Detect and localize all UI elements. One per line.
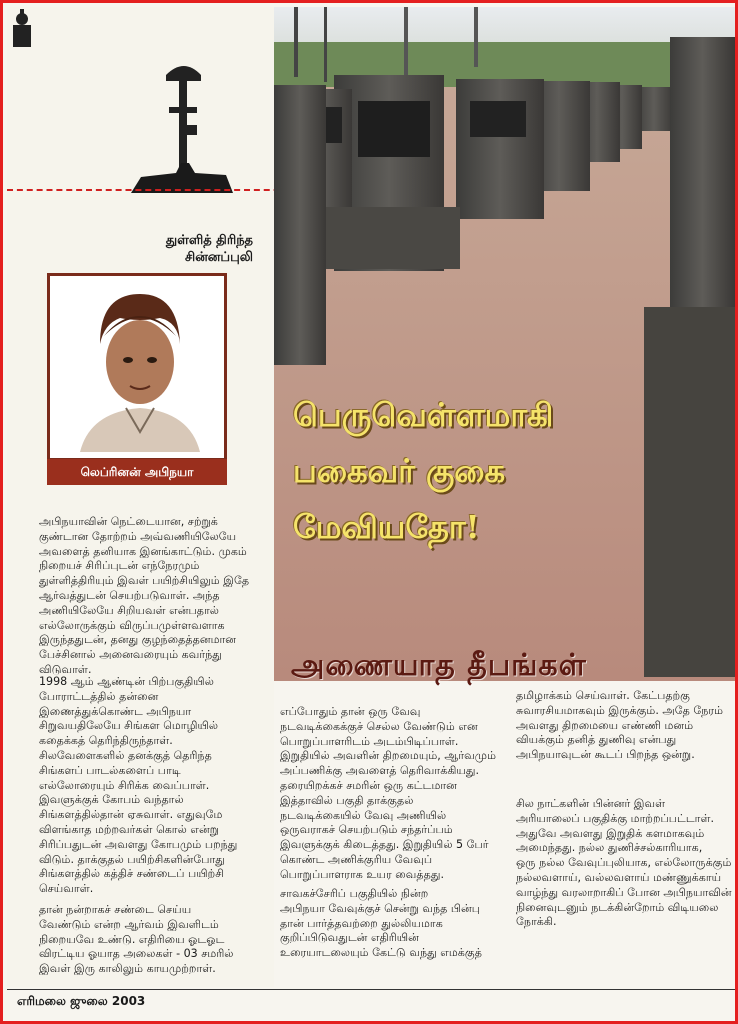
name-label: லெப்ரினன் அபிநயா <box>47 459 227 485</box>
page-footer: எரிமலை ஜுலை 2003 <box>17 994 146 1008</box>
footer-divider <box>7 989 735 990</box>
title-line-1: பெருவெள்ளமாகி <box>293 396 554 434</box>
right-paragraph-1: தமிழாக்கம் செய்வாள். கேட்பதற்கு சுவாரசியமாகவும் இருக்கும். அதே நேரம் அவளது திறமையை எண்ணி மனம் வியக்கும் தனித் துணிவு என்பது அபிநயாவுடன் கூடப் பிறந்த ஒன்று. <box>516 689 724 762</box>
memorial-rifle-helmet-icon <box>121 55 241 195</box>
portrait-photo <box>47 273 227 461</box>
left-paragraph-2: 1998 ஆம் ஆண்டின் பிற்பகுதியில் போராட்டத்தில் தன்னை இணைத்துக்கொண்ட அபிநயா சிறுவயதிலேயே சிங்கள மொழியில் கதைக்கத் தெரிந்திருந்தாள். சிலவேளைகளில் தனக்குத் தெரிந்த சிங்களப் பாடல்களைப் பாடி எல்லோரையும் சிரிக்க வைப்பாள். இவளுக்குக் கோபம் வந்தால் சிங்களத்தில்தான் ஏசுவாள். எதுவுமே விளங்காத மற்றவர்கள் கொல் என்று சிரிப்பதுடன் அவளது கோபமும் பறந்து விடும். தாக்குதல் பயிற்சிகளின்போது சிங்களத்தில் கத்திச் சண்டைப் பயிற்சி செய்வாள். <box>39 675 238 896</box>
title-line-3: மேவியதோ! <box>293 508 480 546</box>
profile-heading-line2: சின்னப்புலி <box>185 250 253 265</box>
corner-logo-icon <box>9 9 35 49</box>
section-title: அணையாத தீபங்கள் <box>291 648 587 683</box>
title-line-2: பகைவர் குகை <box>293 452 506 490</box>
portrait-illustration <box>60 282 214 452</box>
middle-paragraph-2: சாவகச்சேரிப் பகுதியில் நின்ற அபிநயா வேவுக்குச் சென்று வந்த பின்பு தான் பார்த்தவற்றை துல்லியமாக குறிப்பிடுவதுடன் எதிரியின் உரையாடலையும் கேட்டு வந்து எமக்குத் <box>280 887 482 960</box>
article-title <box>293 387 673 555</box>
cemetery-photo <box>274 7 735 681</box>
profile-heading <box>113 232 253 266</box>
left-paragraph-1: அபிநயாவின் நெட்டையான, சற்றுக் குண்டான தோற்றம் அவ்வணியிலேயே அவளைத் தனியாக இனங்காட்டும். முகம் நிறையச் சிரிப்புடன் எந்நேரமும் துள்ளித்திரியும் இவள் பயிற்சியிலும் இதே ஆர்வத்துடன் செயற்படுவாள். அந்த அணியிலேயே சிறியவள் என்பதால் எல்லோருக்கும் விருப்பமுள்ளவளாக இருந்ததுடன், தனது குழந்தைத்தனமான பேச்சினால் அனைவரையும் கவர்ந்து விடுவாள். <box>39 515 250 676</box>
middle-paragraph-1: எப்போதும் தான் ஒரு வேவு நடவடிக்கைக்குச் செல்ல வேண்டும் என பொறுப்பாளரிடம் அடம்பிடிப்பாள். இறுதியில் அவளின் திறமையும், ஆர்வமும் அப்பணிக்கு அவளைத் தெரிவாக்கியது. தரையிறக்கச் சமரின் ஒரு கட்டமான இத்தாவில் பகுதி தாக்குதல் நடவடிக்கையில் வேவு அணியில் ஒருவராகச் செயற்படும் சந்தர்ப்பம் இவளுக்குக் கிடைத்தது. இறுதியில் 5 பேர் கொண்ட அணிக்குரிய வேவுப் பொறுப்பாளராக உயர வைத்தது. <box>280 705 497 881</box>
profile-heading-line1: துள்ளித் திரிந்த <box>165 233 253 248</box>
cemetery-scene <box>274 7 735 681</box>
left-paragraph-3: தான் நன்றாகச் சண்டை செய்ய வேண்டும் என்ற ஆர்வம் இவளிடம் நிறையவே உண்டு. எதிரியை ஓடஓட விரட்டிய ஓயாத அலைகள் - 03 சமரில் இவள் இரு காலிலும் காயமுற்றாள். <box>39 903 234 976</box>
right-paragraph-2: சில நாட்களின் பின்னர் இவள் அரியாலைப் பகுதிக்கு மாற்றப்பட்டாள். அதுவே அவளது இறுதிக் களமாகவும் அமைந்தது. நல்ல துணிச்சல்காரியாக, ஒரு நல்ல வேவுப்புலியாக, எல்லோருக்கும் நல்லவளாய், வல்லவளாய் மண்ணுக்காய் வாழ்ந்து வரலாறாகிப் போன அபிநயாவின் நினைவுடனும் நடக்கின்றோம் விடியலை நோக்கி. <box>516 797 732 929</box>
